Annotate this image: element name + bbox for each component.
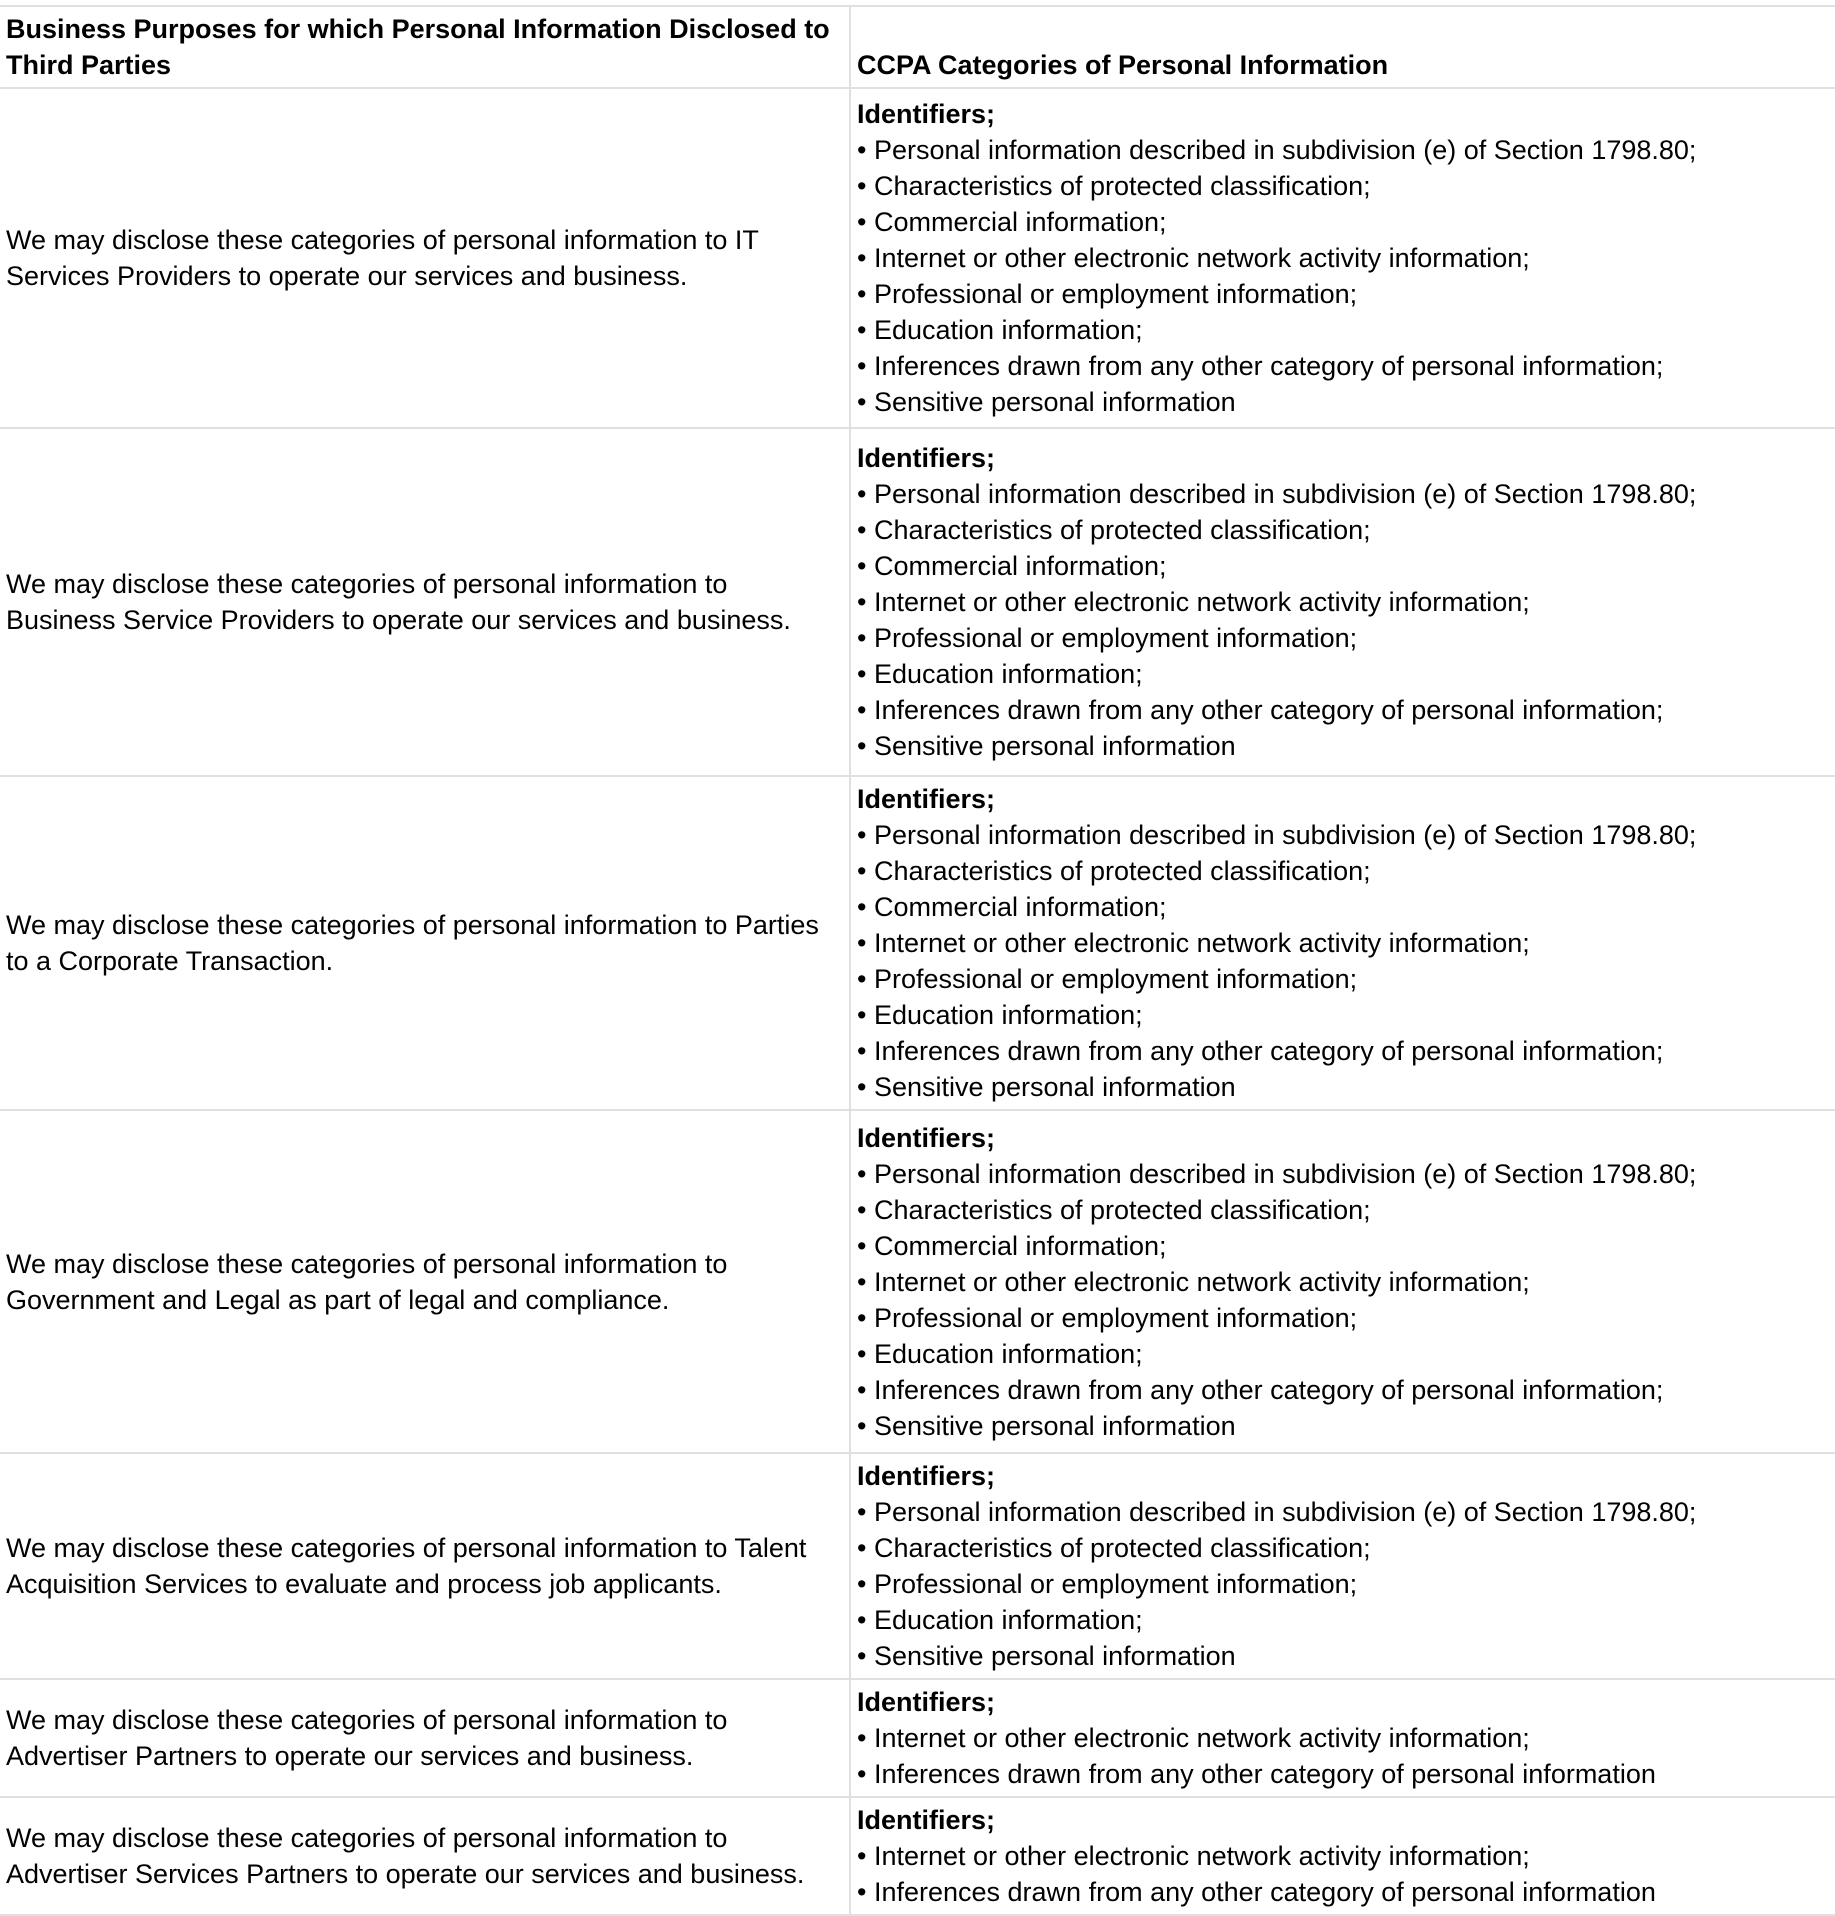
header-categories: CCPA Categories of Personal Information xyxy=(850,6,1835,88)
category-item: • Inferences drawn from any other category of personal information; xyxy=(857,695,1664,725)
category-item: • Inferences drawn from any other category of personal information xyxy=(857,1759,1656,1789)
category-item: • Sensitive personal information xyxy=(857,1641,1236,1671)
category-item: • Inferences drawn from any other category of personal information; xyxy=(857,351,1664,381)
category-item: • Professional or employment information; xyxy=(857,1302,1358,1333)
categories-cell xyxy=(850,1797,1835,1915)
table-row xyxy=(0,428,1835,776)
category-item: • Personal information described in subdivision (e) of Section 1798.80; xyxy=(857,1497,1697,1527)
category-item: • Internet or other electronic network activity information; xyxy=(857,1266,1530,1297)
categories-cell xyxy=(850,88,1835,428)
category-item: • Education information; xyxy=(857,315,1143,345)
category-item: • Characteristics of protected classification; xyxy=(857,1194,1371,1225)
categories-cell xyxy=(850,776,1835,1110)
table-row xyxy=(0,1679,1835,1797)
table-row xyxy=(0,1453,1835,1679)
category-item: • Education information; xyxy=(857,659,1143,689)
category-item: • Professional or employment information; xyxy=(857,964,1358,994)
table-row xyxy=(0,776,1835,1110)
category-item: • Characteristics of protected classification; xyxy=(857,515,1371,545)
categories-cell xyxy=(850,1110,1835,1453)
category-item: • Education information; xyxy=(857,1338,1143,1369)
category-heading: Identifiers; xyxy=(857,1122,996,1153)
category-heading: Identifiers; xyxy=(857,1805,996,1835)
category-item: • Commercial information; xyxy=(857,207,1167,237)
category-item: • Personal information described in subdivision (e) of Section 1798.80; xyxy=(857,135,1697,165)
purpose-cell: We may disclose these categories of personal information to Advertiser Partners to operate our services and business. xyxy=(0,1679,850,1797)
table-row xyxy=(0,1110,1835,1453)
category-item: • Inferences drawn from any other category of personal information; xyxy=(857,1374,1664,1405)
category-item: • Education information; xyxy=(857,1605,1143,1635)
category-item: • Internet or other electronic network activity information; xyxy=(857,243,1530,273)
category-item: • Education information; xyxy=(857,1000,1143,1030)
category-item: • Personal information described in subdivision (e) of Section 1798.80; xyxy=(857,479,1697,509)
category-item: • Sensitive personal information xyxy=(857,1072,1236,1102)
table-header-row xyxy=(0,6,1835,88)
category-item: • Internet or other electronic network activity information; xyxy=(857,1841,1530,1871)
category-item: • Internet or other electronic network activity information; xyxy=(857,587,1530,617)
category-item: • Personal information described in subdivision (e) of Section 1798.80; xyxy=(857,1158,1697,1189)
category-heading: Identifiers; xyxy=(857,1687,996,1717)
categories-cell xyxy=(850,1679,1835,1797)
category-item: • Professional or employment information; xyxy=(857,1569,1358,1599)
category-item: • Commercial information; xyxy=(857,892,1167,922)
category-item: • Characteristics of protected classification; xyxy=(857,856,1371,886)
purpose-cell: We may disclose these categories of personal information to Government and Legal as part of legal and compliance. xyxy=(0,1110,850,1453)
purpose-cell: We may disclose these categories of personal information to Talent Acquisition Services to evaluate and process job applicants. xyxy=(0,1453,850,1679)
category-item: • Characteristics of protected classification; xyxy=(857,171,1371,201)
category-item: • Commercial information; xyxy=(857,1230,1167,1261)
purpose-cell: We may disclose these categories of personal information to Advertiser Services Partners to operate our services and business. xyxy=(0,1797,850,1915)
category-item: • Commercial information; xyxy=(857,551,1167,581)
category-item: • Characteristics of protected classification; xyxy=(857,1533,1371,1563)
header-purpose: Business Purposes for which Personal Information Disclosed to Third Parties xyxy=(0,6,850,88)
category-item: • Personal information described in subdivision (e) of Section 1798.80; xyxy=(857,820,1697,850)
category-item: • Professional or employment information; xyxy=(857,279,1358,309)
purpose-cell: We may disclose these categories of personal information to Business Service Providers to operate our services and business. xyxy=(0,428,850,776)
disclosure-table xyxy=(0,5,1835,1916)
category-heading: Identifiers; xyxy=(857,99,996,129)
categories-cell xyxy=(850,1453,1835,1679)
category-item: • Professional or employment information; xyxy=(857,623,1358,653)
table-row xyxy=(0,1797,1835,1915)
table-row xyxy=(0,88,1835,428)
category-item: • Sensitive personal information xyxy=(857,387,1236,417)
category-heading: Identifiers; xyxy=(857,784,996,814)
category-item: • Inferences drawn from any other category of personal information; xyxy=(857,1036,1664,1066)
category-heading: Identifiers; xyxy=(857,443,996,473)
category-item: • Internet or other electronic network activity information; xyxy=(857,1723,1530,1753)
category-item: • Internet or other electronic network activity information; xyxy=(857,928,1530,958)
categories-cell xyxy=(850,428,1835,776)
category-item: • Sensitive personal information xyxy=(857,731,1236,761)
category-heading: Identifiers; xyxy=(857,1461,996,1491)
category-item: • Inferences drawn from any other category of personal information xyxy=(857,1877,1656,1907)
purpose-cell: We may disclose these categories of personal information to Parties to a Corporate Transaction. xyxy=(0,776,850,1110)
purpose-cell: We may disclose these categories of personal information to IT Services Providers to operate our services and business. xyxy=(0,88,850,428)
category-item: • Sensitive personal information xyxy=(857,1410,1236,1441)
